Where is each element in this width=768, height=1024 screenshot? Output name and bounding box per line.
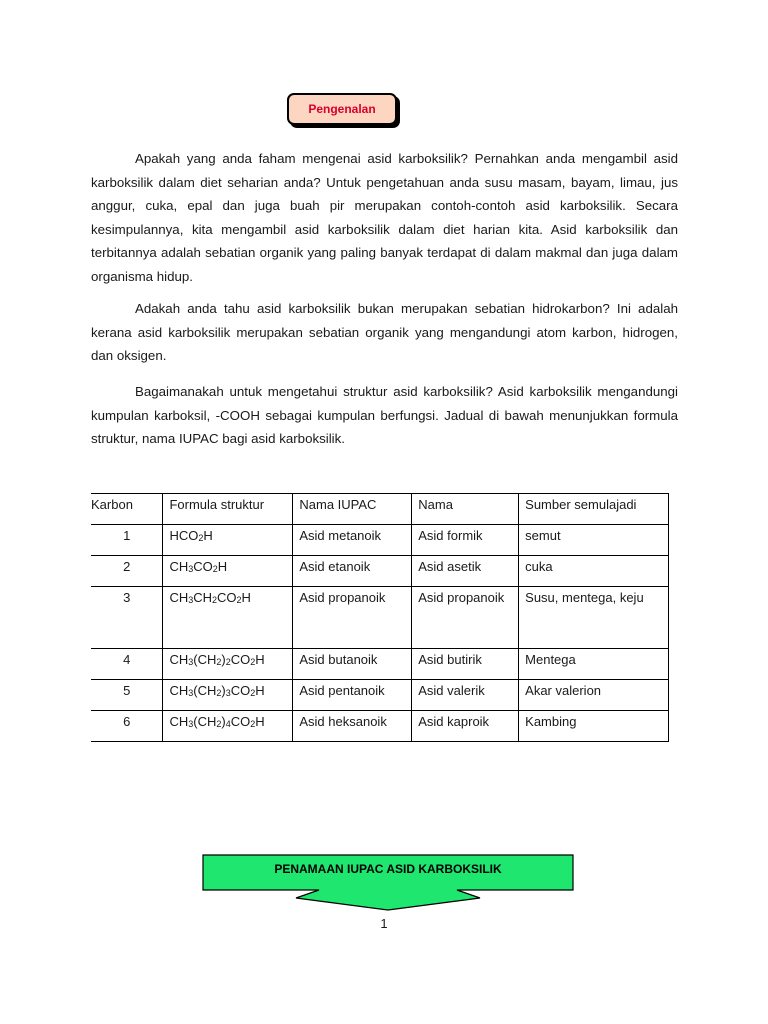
header-formula: Formula struktur — [163, 494, 293, 525]
header-iupac: Nama IUPAC — [293, 494, 412, 525]
table-row — [91, 680, 669, 711]
intro-paragraph-3: Bagaimanakah untuk mengetahui struktur asid karboksilik? Asid karboksilik mengandungi kumpulan karboksil, -COOH sebagai kumpulan berfungsi. Jadual di bawah menunjukkan formula struktur, nama IUPAC bagi asid karboksilik. — [91, 384, 678, 446]
cell-iupac: Asid butanoik — [293, 649, 412, 680]
intro-paragraph-2: Adakah anda tahu asid karboksilik bukan merupakan sebatian hidrokarbon? Ini adalah kerana asid karboksilik merupakan sebatian organik yang mengandungi atom karbon, hidrogen, dan oksigen. — [91, 301, 678, 363]
cell-iupac: Asid pentanoik — [293, 680, 412, 711]
cell-formula: $CH_3(CH_2)_4CO_2H$ — [163, 711, 293, 742]
cell-nama: Asid valerik — [412, 680, 519, 711]
banner-label: PENAMAAN IUPAC ASID KARBOKSILIK — [274, 862, 502, 876]
table-row — [91, 649, 669, 680]
cell-formula: $CH_3CH_2CO_2H$ — [163, 587, 293, 649]
cell-sumber: Susu, mentega, keju — [519, 587, 669, 649]
cell-nama: Asid butirik — [412, 649, 519, 680]
cell-karbon: 2 — [91, 556, 163, 587]
cell-formula: $CH_3(CH_2)_2CO_2H$ — [163, 649, 293, 680]
table-row — [91, 587, 669, 649]
cell-karbon: 1 — [91, 525, 163, 556]
table-row — [91, 711, 669, 742]
cell-formula: $HCO_2H$ — [163, 525, 293, 556]
table-row — [91, 525, 669, 556]
header-sumber: Sumber semulajadi — [519, 494, 669, 525]
cell-iupac: Asid heksanoik — [293, 711, 412, 742]
cell-sumber: semut — [519, 525, 669, 556]
header-karbon: Karbon — [91, 494, 163, 525]
cell-iupac: Asid etanoik — [293, 556, 412, 587]
cell-sumber: Mentega — [519, 649, 669, 680]
cell-karbon: 5 — [91, 680, 163, 711]
cell-nama: Asid formik — [412, 525, 519, 556]
cell-formula: $CH_3(CH_2)_3CO_2H$ — [163, 680, 293, 711]
iupac-naming-banner — [202, 854, 574, 912]
carboxylic-acid-table — [91, 493, 669, 742]
cell-nama: Asid propanoik — [412, 587, 519, 649]
page-number: 1 — [380, 916, 388, 931]
section-heading: Pengenalan — [287, 93, 397, 125]
cell-karbon: 4 — [91, 649, 163, 680]
intro-paragraph-1: Apakah yang anda faham mengenai asid karboksilik? Pernahkan anda mengambil asid karboksilik dalam diet seharian anda? Untuk pengetahuan anda susu masam, bayam, limau, jus anggur, cuka, epal dan juga buah pir merupakan contoh-contoh asid karboksilik. Secara kesimpulannya, kita mengambil asid karboksilik dalam diet harian kita. Asid karboksilik dan terbitannya adalah sebatian organik yang paling banyak terdapat di dalam makmal dan juga dalam organisma hidup. — [91, 151, 678, 284]
cell-iupac: Asid metanoik — [293, 525, 412, 556]
header-nama: Nama — [412, 494, 519, 525]
table-header-row — [91, 494, 669, 525]
cell-iupac: Asid propanoik — [293, 587, 412, 649]
table-row — [91, 556, 669, 587]
cell-nama: Asid asetik — [412, 556, 519, 587]
cell-sumber: Akar valerion — [519, 680, 669, 711]
cell-nama: Asid kaproik — [412, 711, 519, 742]
cell-karbon: 3 — [91, 587, 163, 649]
cell-karbon: 6 — [91, 711, 163, 742]
cell-formula: $CH_3CO_2H$ — [163, 556, 293, 587]
cell-sumber: cuka — [519, 556, 669, 587]
cell-sumber: Kambing — [519, 711, 669, 742]
